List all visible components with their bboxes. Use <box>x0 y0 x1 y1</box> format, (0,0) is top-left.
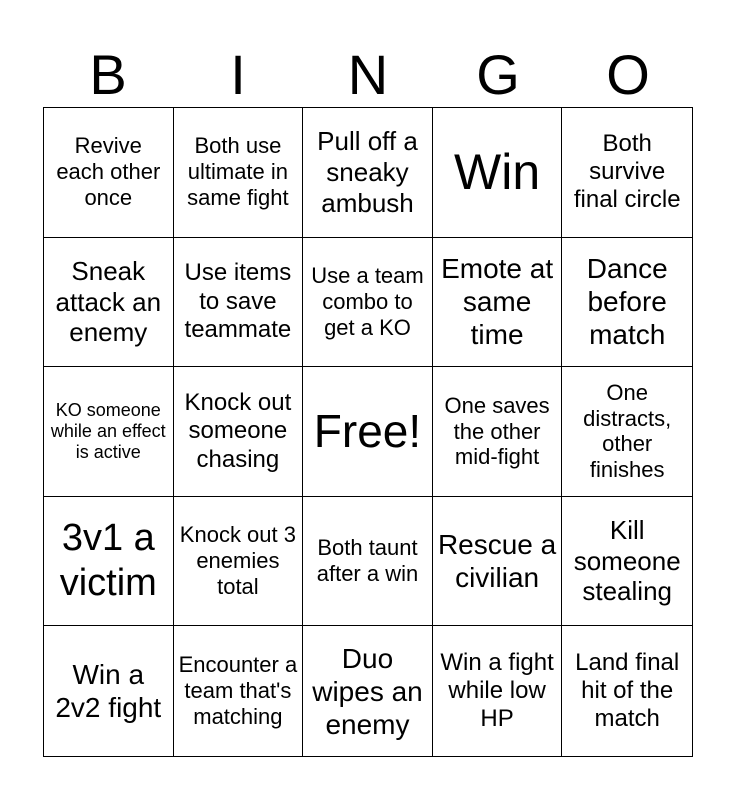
bingo-cell[interactable] <box>44 626 174 756</box>
bingo-cell[interactable] <box>44 497 174 627</box>
cell-text: Land final hit of the match <box>575 648 680 733</box>
bingo-cell[interactable] <box>303 497 433 627</box>
header-letter-o: O <box>606 43 650 106</box>
bingo-cell[interactable] <box>303 626 433 756</box>
bingo-cell[interactable] <box>174 497 304 627</box>
cell-text: Rescue a civilian <box>437 529 557 594</box>
bingo-cell[interactable] <box>44 238 174 368</box>
bingo-cell[interactable] <box>303 108 433 238</box>
cell-text: Sneak attack an enemy <box>55 255 162 348</box>
cell-text: Free! <box>313 405 422 458</box>
cell-text: Kill someone stealing <box>573 515 681 607</box>
bingo-cell[interactable] <box>562 626 692 756</box>
cell-text: Both taunt after a win <box>316 535 419 587</box>
bingo-cell[interactable] <box>433 238 563 368</box>
header-letter-i: I <box>230 43 246 106</box>
bingo-header <box>43 44 693 106</box>
cell-text: Dance before match <box>586 253 668 351</box>
cell-text: Win a fight while low HP <box>440 648 554 733</box>
bingo-cell[interactable] <box>433 367 563 497</box>
cell-text: Win <box>454 143 541 200</box>
header-letter-b: B <box>89 43 127 106</box>
cell-text: Knock out someone chasing <box>184 389 292 473</box>
bingo-cell[interactable] <box>44 108 174 238</box>
cell-text: Duo wipes an enemy <box>312 642 423 740</box>
cell-text: Knock out 3 enemies total <box>179 522 296 600</box>
header-letter-g: G <box>476 43 520 106</box>
bingo-cell[interactable] <box>562 238 692 368</box>
bingo-cell[interactable] <box>433 497 563 627</box>
cell-text: 3v1 a victim <box>59 517 157 605</box>
cell-text: KO someone while an effect is active <box>50 399 166 463</box>
bingo-cell[interactable] <box>433 108 563 238</box>
bingo-cell[interactable] <box>174 238 304 368</box>
bingo-cell[interactable] <box>433 626 563 756</box>
bingo-cell[interactable] <box>174 108 304 238</box>
bingo-grid <box>43 107 693 757</box>
bingo-cell[interactable] <box>303 238 433 368</box>
cell-text: Win a 2v2 fight <box>55 659 162 724</box>
cell-text: Encounter a team that's matching <box>178 652 298 730</box>
bingo-cell[interactable] <box>174 626 304 756</box>
cell-text: One distracts, other finishes <box>583 379 672 483</box>
header-letter-n: N <box>347 43 389 106</box>
bingo-cell[interactable] <box>562 367 692 497</box>
cell-text: Revive each other once <box>56 133 161 211</box>
cell-text: Emote at same time <box>441 253 554 351</box>
cell-text: Pull off a sneaky ambush <box>317 126 418 218</box>
bingo-cell[interactable] <box>562 497 692 627</box>
free-space-cell[interactable] <box>303 367 433 497</box>
bingo-cell[interactable] <box>562 108 692 238</box>
cell-text: Both use ultimate in same fight <box>187 133 289 211</box>
bingo-cell[interactable] <box>174 367 304 497</box>
cell-text: One saves the other mid-fight <box>444 392 550 470</box>
cell-text: Use a team combo to get a KO <box>311 262 424 340</box>
bingo-cell[interactable] <box>44 367 174 497</box>
cell-text: Both survive final circle <box>573 129 681 214</box>
cell-text: Use items to save teammate <box>184 259 292 344</box>
